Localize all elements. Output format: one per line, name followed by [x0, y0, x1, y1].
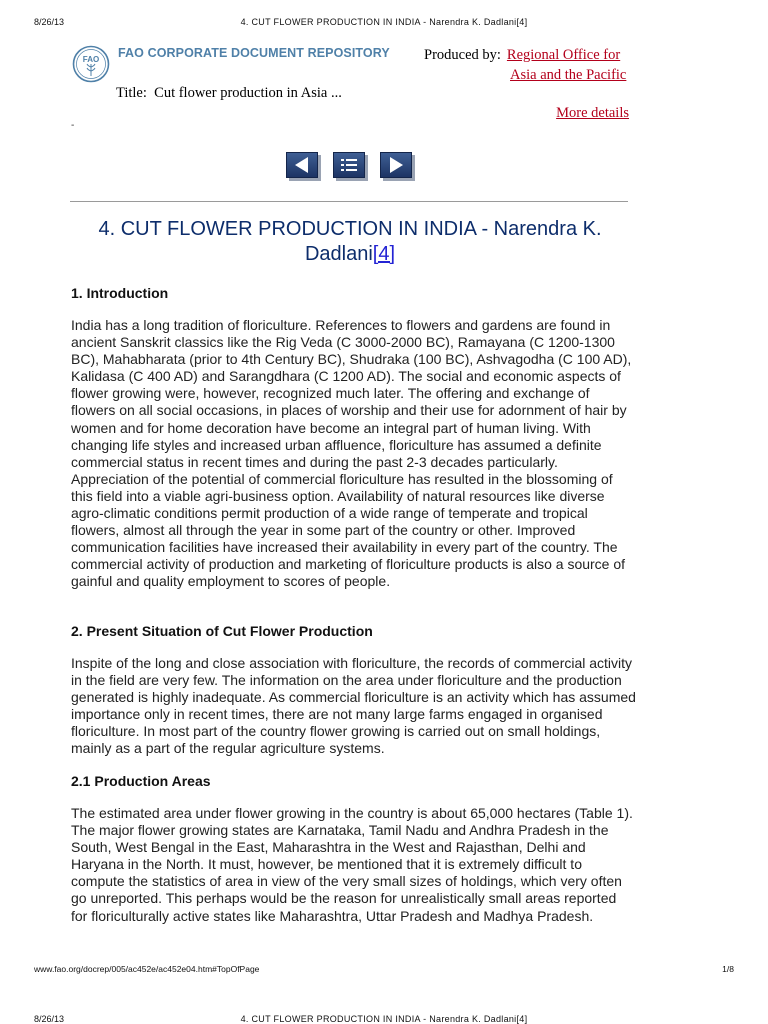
document-title-value: Cut flower production in Asia ... — [154, 85, 342, 101]
page-navigation — [0, 152, 768, 182]
section-heading: 1. Introduction — [71, 285, 169, 301]
document-title-label: Title: — [116, 85, 147, 101]
more-details-link[interactable]: More details — [556, 105, 629, 121]
section-present-situation — [71, 623, 636, 758]
print-page-number: 1/8 — [722, 964, 734, 974]
section-body: Inspite of the long and close association with floriculture, the records of commercial activity in the field are very few. The information on the area under floriculture and the production generated is highly inadequate. As commercial floriculture is an activity which has assumed importance only in recent times, there are not many large farms engaged in organised floriculture. In most part of the country flower growing is carried out on small holdings, mainly as a part of the regular agriculture systems. — [71, 655, 636, 757]
separator-dash: - — [71, 120, 75, 131]
document-title — [116, 85, 342, 102]
print-url: www.fao.org/docrep/005/ac452e/ac452e04.htm#TopOfPage — [34, 964, 260, 974]
next-page-button[interactable] — [380, 152, 412, 178]
article-heading-text: 4. CUT FLOWER PRODUCTION IN INDIA - Narendra K. Dadlani — [98, 218, 602, 265]
section-production-areas — [71, 773, 636, 925]
produced-by-block — [424, 45, 629, 85]
article-heading — [70, 217, 630, 267]
section-body: India has a long tradition of floriculture. References to flowers and gardens are found in ancient Sanskrit classics like the Rig Veda (C 3000-2000 BC), Ramayana (C 1200-1300 BC), Mahabharata (prior to 4th Century BC), Shudraka (100 BC), Ashvagodha (C 100 AD), Kalidasa (C 400 AD) and Sarangdhara (C 1200 AD). The social and economic aspects of flower growing were, however, recognized much later. The offering and exchange of flowers on all social occasions, in places of worship and their use for adornment of hair by women and for home decoration have become an integral part of human living. With changing life styles and increased urban affluence, floriculture has assumed a definite commercial status in recent times and during the past 2-3 decades particularly. Appreciation of the potential of commercial floriculture has resulted in the blossoming of this field into a viable agri-business option. Availability of natural resources like diverse agro-climatic conditions permit production of a wide range of temperate and tropical flowers, almost all through the year in some part of the country or other. Improved communication facilities have increased their availability in every part of the country. The commercial activity of production and marketing of floriculture products is also a source of gainful and quality employment to scores of people. — [71, 317, 632, 590]
header-divider — [70, 201, 628, 202]
fao-logo-icon[interactable] — [72, 45, 110, 83]
repository-name: FAO CORPORATE DOCUMENT REPOSITORY — [118, 46, 390, 60]
section-heading: 2. Present Situation of Cut Flower Production — [71, 623, 373, 639]
section-body: The estimated area under flower growing in the country is about 65,000 hectares (Table 1). The major flower growing states are Karnataka, Tamil Nadu and Andhra Pradesh in the South, West Bengal in the East, Maharashtra in the West and Rajasthan, Delhi and Haryana in the North. It must, however, be mentioned that it is extremely difficult to compute the statistics of area in view of the very small sizes of holdings, which very often go unreported. This perhaps would be the reason for unrealistically small areas reported for floriculturally active states like Maharashtra, Uttar Pradesh and Madhya Pradesh. — [71, 805, 633, 924]
left-arrow-icon — [287, 153, 317, 177]
table-of-contents-button[interactable] — [333, 152, 365, 178]
footnote-link[interactable]: [4] — [372, 243, 396, 265]
print-date: 8/26/13 — [34, 1014, 65, 1024]
svg-text:FAO: FAO — [82, 55, 100, 64]
print-page-title: 4. CUT FLOWER PRODUCTION IN INDIA - Narendra K. Dadlani[4] — [240, 17, 528, 27]
section-introduction — [71, 285, 636, 591]
produced-by-label: Produced by: — [424, 47, 501, 63]
right-arrow-icon — [381, 153, 411, 177]
print-date: 8/26/13 — [34, 17, 65, 27]
print-page-title: 4. CUT FLOWER PRODUCTION IN INDIA - Narendra K. Dadlani[4] — [240, 1014, 528, 1024]
produced-by-line-1: Regional Office for — [506, 47, 621, 63]
produced-by-line-2: Asia and the Pacific — [510, 67, 627, 83]
previous-page-button[interactable] — [286, 152, 318, 178]
contents-list-icon — [334, 153, 364, 177]
section-heading: 2.1 Production Areas — [71, 773, 211, 789]
